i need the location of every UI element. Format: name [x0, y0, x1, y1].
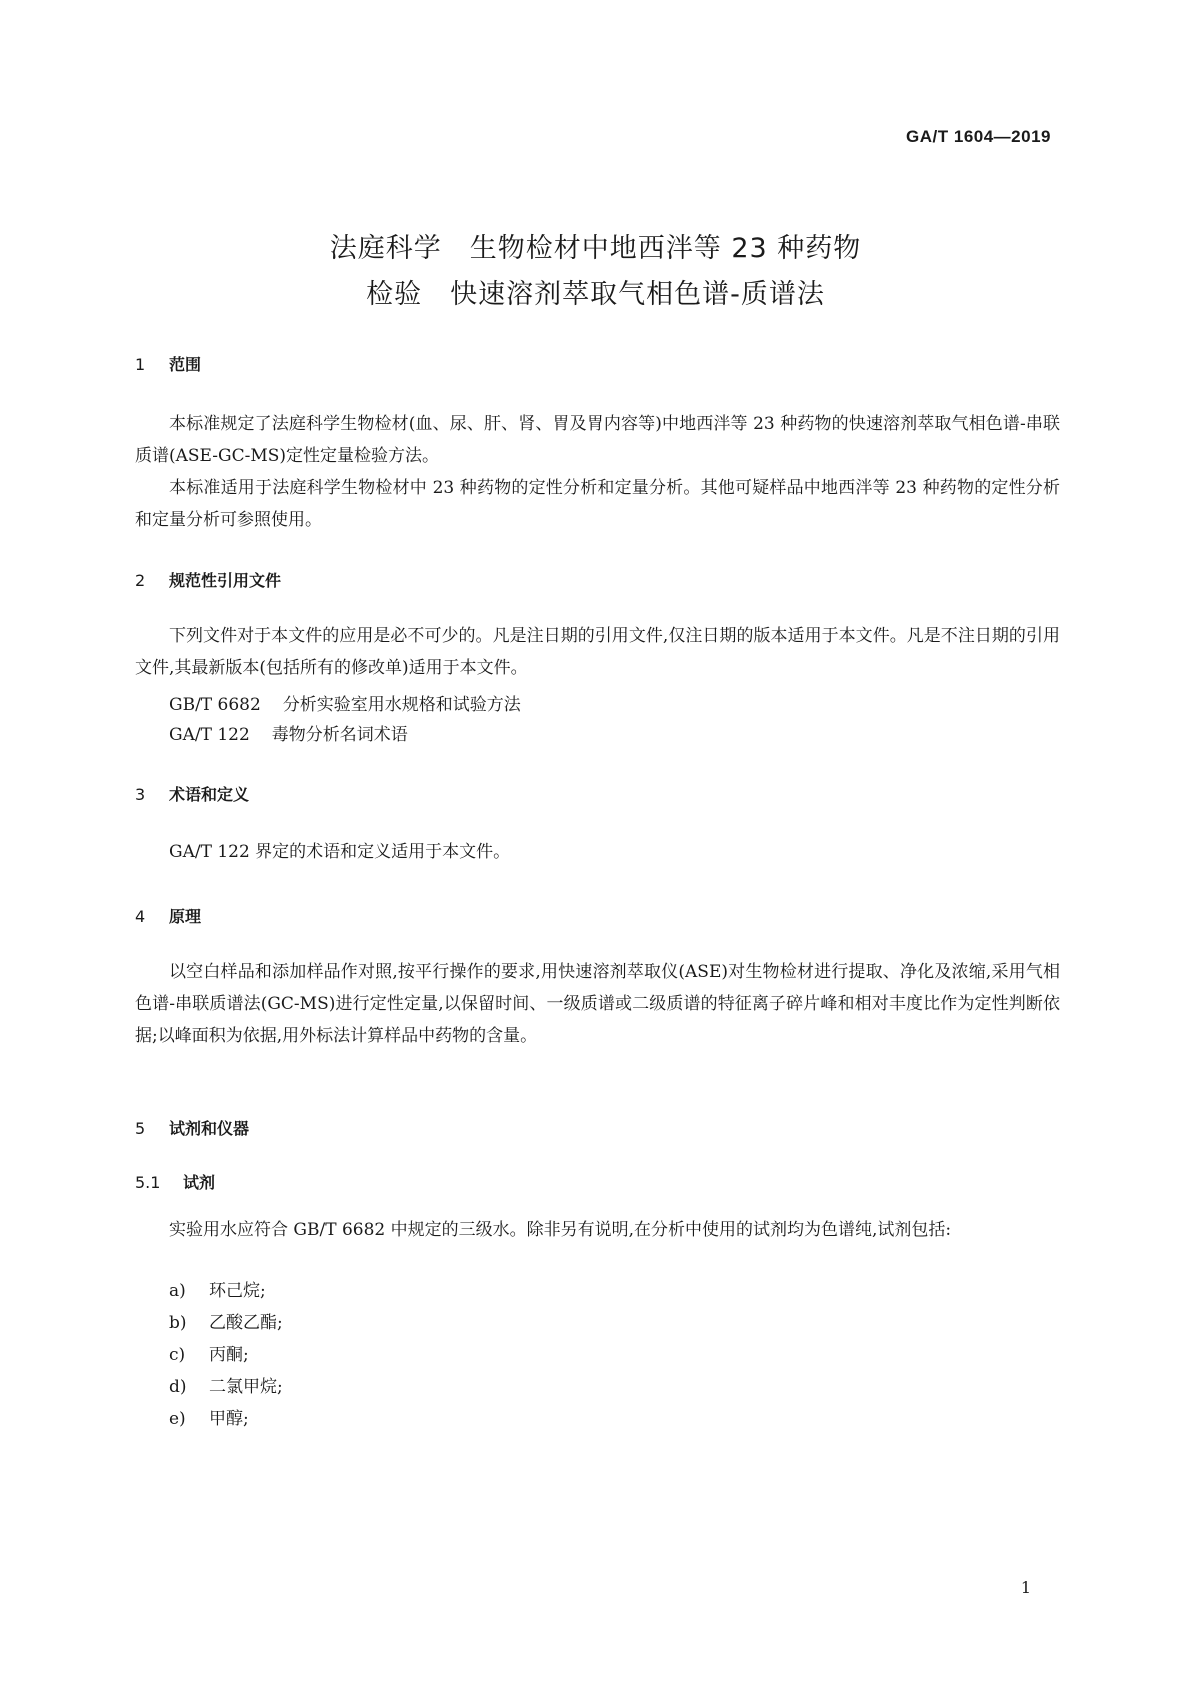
section-number: 2: [135, 571, 146, 590]
section-4-paragraph-1: 以空白样品和添加样品作对照,按平行操作的要求,用快速溶剂萃取仪(ASE)对生物检材进行提取、净化及浓缩,采用气相色谱-串联质谱法(GC-MS)进行定性定量,以保留时间、一级质谱或二级质谱的特征离子碎片峰和相对丰度比作为定性判断依据;以峰面积为依据,用外标法计算样品中药物的含量。: [135, 962, 1060, 1046]
list-marker: e): [169, 1409, 186, 1429]
section-title: 试剂和仪器: [169, 1119, 250, 1138]
reference-code: GB/T 6682: [169, 695, 261, 715]
list-marker: b): [169, 1313, 187, 1333]
reference-item: [169, 720, 408, 745]
list-text: 环己烷;: [209, 1281, 266, 1301]
reference-item: [169, 690, 521, 715]
section-5-1-paragraph-1: 实验用水应符合 GB/T 6682 中规定的三级水。除非另有说明,在分析中使用的试剂均为色谱纯,试剂包括:: [169, 1220, 952, 1240]
list-marker: d): [169, 1377, 187, 1397]
list-marker: a): [169, 1281, 186, 1301]
list-item: [169, 1340, 249, 1365]
standard-code: GA/T 1604—2019: [906, 127, 1051, 146]
section-number: 4: [135, 907, 146, 926]
section-1-paragraph-2: 本标准适用于法庭科学生物检材中 23 种药物的定性分析和定量分析。其他可疑样品中地西泮等 23 种药物的定性分析和定量分析可参照使用。: [135, 478, 1060, 530]
list-text: 丙酮;: [209, 1345, 249, 1365]
section-2-paragraph-1: 下列文件对于本文件的应用是必不可少的。凡是注日期的引用文件,仅注日期的版本适用于本文件。凡是不注日期的引用文件,其最新版本(包括所有的修改单)适用于本文件。: [135, 626, 1060, 678]
section-title: 规范性引用文件: [169, 571, 282, 590]
list-marker: c): [169, 1345, 186, 1365]
section-4-heading: [135, 904, 201, 927]
list-item: [169, 1372, 283, 1397]
reference-code: GA/T 122: [169, 725, 250, 745]
section-number: 5: [135, 1119, 146, 1138]
section-1-heading: [135, 352, 201, 375]
section-5-1-heading: [135, 1170, 215, 1193]
section-3-paragraph-1: GA/T 122 界定的术语和定义适用于本文件。: [169, 842, 511, 862]
reference-name: 毒物分析名词术语: [271, 725, 408, 745]
list-item: [169, 1308, 283, 1333]
section-2-heading: [135, 568, 281, 591]
reference-name: 分析实验室用水规格和试验方法: [282, 695, 521, 715]
section-3-heading: [135, 782, 249, 805]
section-number: 3: [135, 785, 146, 804]
title-line-1: 法庭科学 生物检材中地西泮等 23 种药物: [329, 233, 862, 264]
list-text: 甲醇;: [209, 1409, 249, 1429]
title-line-2: 检验 快速溶剂萃取气相色谱-质谱法: [366, 279, 825, 310]
document-title: [0, 226, 1191, 318]
section-number: 5.1: [135, 1173, 161, 1192]
section-title: 原理: [169, 907, 202, 926]
list-text: 乙酸乙酯;: [209, 1313, 283, 1333]
section-title: 范围: [169, 355, 202, 374]
section-5-heading: [135, 1116, 249, 1139]
section-1-paragraph-1: 本标准规定了法庭科学生物检材(血、尿、肝、肾、胃及胃内容等)中地西泮等 23 种药物的快速溶剂萃取气相色谱-串联质谱(ASE-GC-MS)定性定量检验方法。: [135, 414, 1060, 466]
list-text: 二氯甲烷;: [209, 1377, 283, 1397]
section-title: 术语和定义: [169, 785, 250, 804]
section-title: 试剂: [183, 1173, 216, 1192]
list-item: [169, 1276, 266, 1301]
page-number: 1: [1020, 1578, 1031, 1597]
list-item: [169, 1404, 249, 1429]
section-number: 1: [135, 355, 146, 374]
